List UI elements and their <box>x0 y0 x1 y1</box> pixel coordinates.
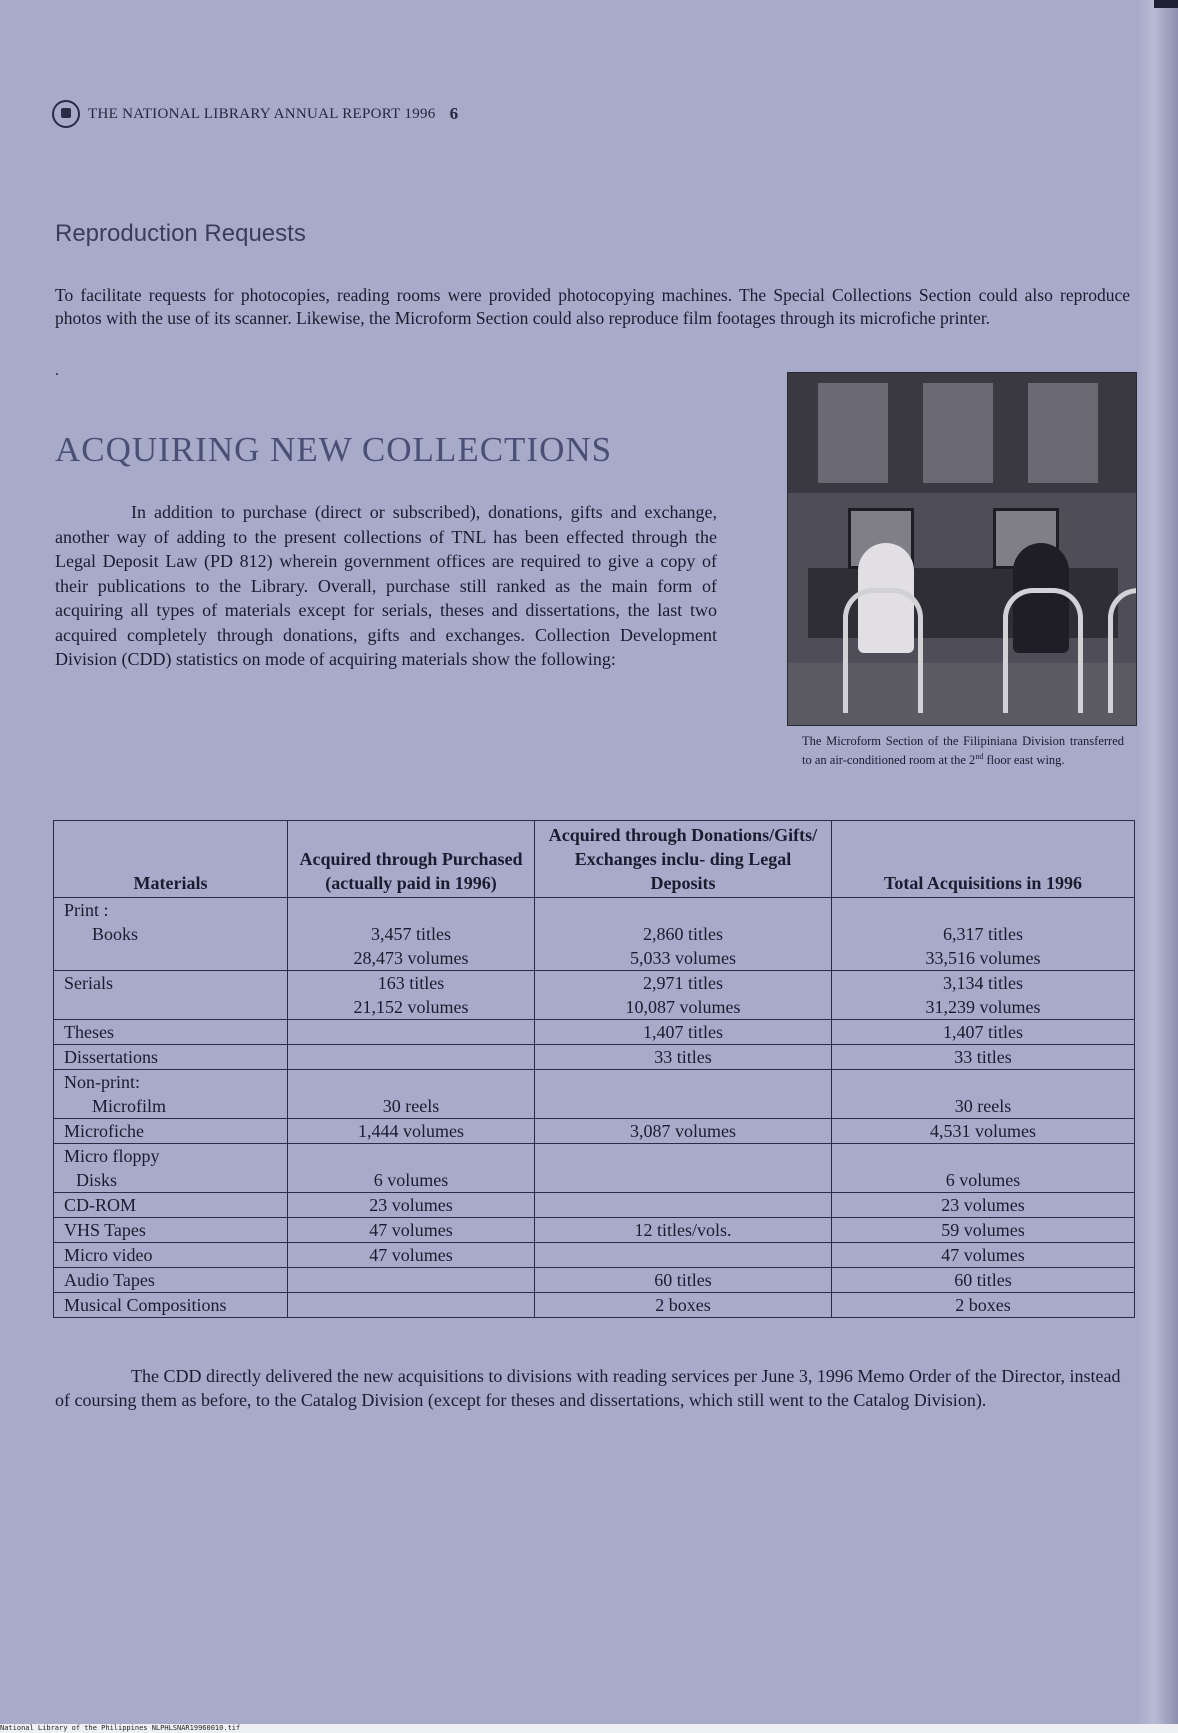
cell-material: Micro video <box>54 1243 288 1268</box>
cell-material: Print : Books <box>54 898 288 971</box>
acquisitions-table <box>53 820 1135 1318</box>
table-row <box>54 971 1135 1020</box>
cell-purchased <box>288 1293 535 1318</box>
cell-donations: 33 titles <box>535 1045 832 1070</box>
cell-donations: 60 titles <box>535 1268 832 1293</box>
cell-donations <box>535 1070 832 1119</box>
cell-total: 60 titles <box>832 1268 1135 1293</box>
cell-total: 2 boxes <box>832 1293 1135 1318</box>
table-row <box>54 1119 1135 1144</box>
page-number: 6 <box>449 104 459 123</box>
acquiring-collections-text: In addition to purchase (direct or subscribed), donations, gifts and exchange, another way of adding to the present collections of TNL has been effected through the Legal Deposit Law (PD 812) wherein government offices are required to give a copy of their publications to the Library. Overall, purchase still ranked as the main form of acquiring all types of materials except for serials, theses and dissertations, the last two acquired completely through donations, gifts and exchanges. Collection Development Division (CDD) statistics on mode of acquiring materials show the following: <box>55 502 717 669</box>
cell-purchased <box>288 1020 535 1045</box>
cell-purchased: 163 titles 21,152 volumes <box>288 971 535 1020</box>
table-body <box>54 898 1135 1318</box>
scan-footer: National Library of the Philippines NLPHLSNAR19960010.tif <box>0 1724 1178 1733</box>
cell-total: 30 reels <box>832 1070 1135 1119</box>
cell-total: 6,317 titles 33,516 volumes <box>832 898 1135 971</box>
cell-total: 1,407 titles <box>832 1020 1135 1045</box>
table-row <box>54 898 1135 971</box>
table-header-row <box>54 821 1135 898</box>
cell-donations: 1,407 titles <box>535 1020 832 1045</box>
cell-total: 59 volumes <box>832 1218 1135 1243</box>
cell-total: 3,134 titles 31,239 volumes <box>832 971 1135 1020</box>
cell-material: Musical Compositions <box>54 1293 288 1318</box>
library-seal-icon <box>52 100 80 128</box>
cell-purchased <box>288 1045 535 1070</box>
acquiring-collections-heading: ACQUIRING NEW COLLECTIONS <box>55 430 613 469</box>
cell-total: 4,531 volumes <box>832 1119 1135 1144</box>
cell-donations: 2,971 titles 10,087 volumes <box>535 971 832 1020</box>
page-corner-mark <box>1154 0 1178 8</box>
cell-donations: 3,087 volumes <box>535 1119 832 1144</box>
cell-donations <box>535 1243 832 1268</box>
table-row <box>54 1193 1135 1218</box>
microform-section-photo <box>787 372 1137 726</box>
header-title: THE NATIONAL LIBRARY ANNUAL REPORT 1996 <box>88 105 436 122</box>
reproduction-requests-title: Reproduction Requests <box>55 220 306 247</box>
cell-purchased <box>288 1268 535 1293</box>
header-purchased: Acquired through Purchased (actually paid in 1996) <box>288 821 535 898</box>
cell-purchased: 6 volumes <box>288 1144 535 1193</box>
cell-material: Micro floppy Disks <box>54 1144 288 1193</box>
cell-total: 33 titles <box>832 1045 1135 1070</box>
cell-purchased: 3,457 titles 28,473 volumes <box>288 898 535 971</box>
reproduction-requests-text: To facilitate requests for photocopies, reading rooms were provided photocopying machines. The Special Collections Section could also reproduce photos with the use of its scanner. Likewise, the Microform Section could also reproduce film footages through its microfiche printer. <box>55 285 1130 328</box>
table-row <box>54 1020 1135 1045</box>
cell-total: 6 volumes <box>832 1144 1135 1193</box>
table-row <box>54 1045 1135 1070</box>
cell-material: VHS Tapes <box>54 1218 288 1243</box>
photo-caption: The Microform Section of the Filipiniana Division transferred to an air-conditioned room at the 2nd floor east wing. <box>802 734 1124 768</box>
cell-material: CD-ROM <box>54 1193 288 1218</box>
table-row <box>54 1144 1135 1193</box>
cell-donations: 2 boxes <box>535 1293 832 1318</box>
header-materials: Materials <box>54 821 288 898</box>
cell-total: 47 volumes <box>832 1243 1135 1268</box>
cell-material: Non-print: Microfilm <box>54 1070 288 1119</box>
cell-purchased: 47 volumes <box>288 1218 535 1243</box>
cell-purchased: 30 reels <box>288 1070 535 1119</box>
header-total: Total Acquisitions in 1996 <box>832 821 1135 898</box>
page-edge-shadow <box>1138 0 1178 1733</box>
table-row <box>54 1293 1135 1318</box>
cell-donations: 12 titles/vols. <box>535 1218 832 1243</box>
table-row <box>54 1070 1135 1119</box>
cell-purchased: 47 volumes <box>288 1243 535 1268</box>
cell-material: Microfiche <box>54 1119 288 1144</box>
page-header <box>52 100 458 128</box>
cell-material: Serials <box>54 971 288 1020</box>
closing-text: The CDD directly delivered the new acquisitions to divisions with reading services per June 3, 1996 Memo Order of the Director, instead of coursing them as before, to the Catalog Division (except for theses and dissertations, which still went to the Catalog Division). <box>55 1366 1121 1410</box>
stray-bullet: . <box>55 362 59 379</box>
table-row <box>54 1218 1135 1243</box>
header-donations: Acquired through Donations/Gifts/ Exchanges inclu- ding Legal Deposits <box>535 821 832 898</box>
cell-material: Theses <box>54 1020 288 1045</box>
table-row <box>54 1243 1135 1268</box>
cell-donations <box>535 1193 832 1218</box>
table-row <box>54 1268 1135 1293</box>
cell-material: Dissertations <box>54 1045 288 1070</box>
cell-material: Audio Tapes <box>54 1268 288 1293</box>
cell-purchased: 23 volumes <box>288 1193 535 1218</box>
cell-total: 23 volumes <box>832 1193 1135 1218</box>
cell-donations: 2,860 titles 5,033 volumes <box>535 898 832 971</box>
cell-purchased: 1,444 volumes <box>288 1119 535 1144</box>
cell-donations <box>535 1144 832 1193</box>
